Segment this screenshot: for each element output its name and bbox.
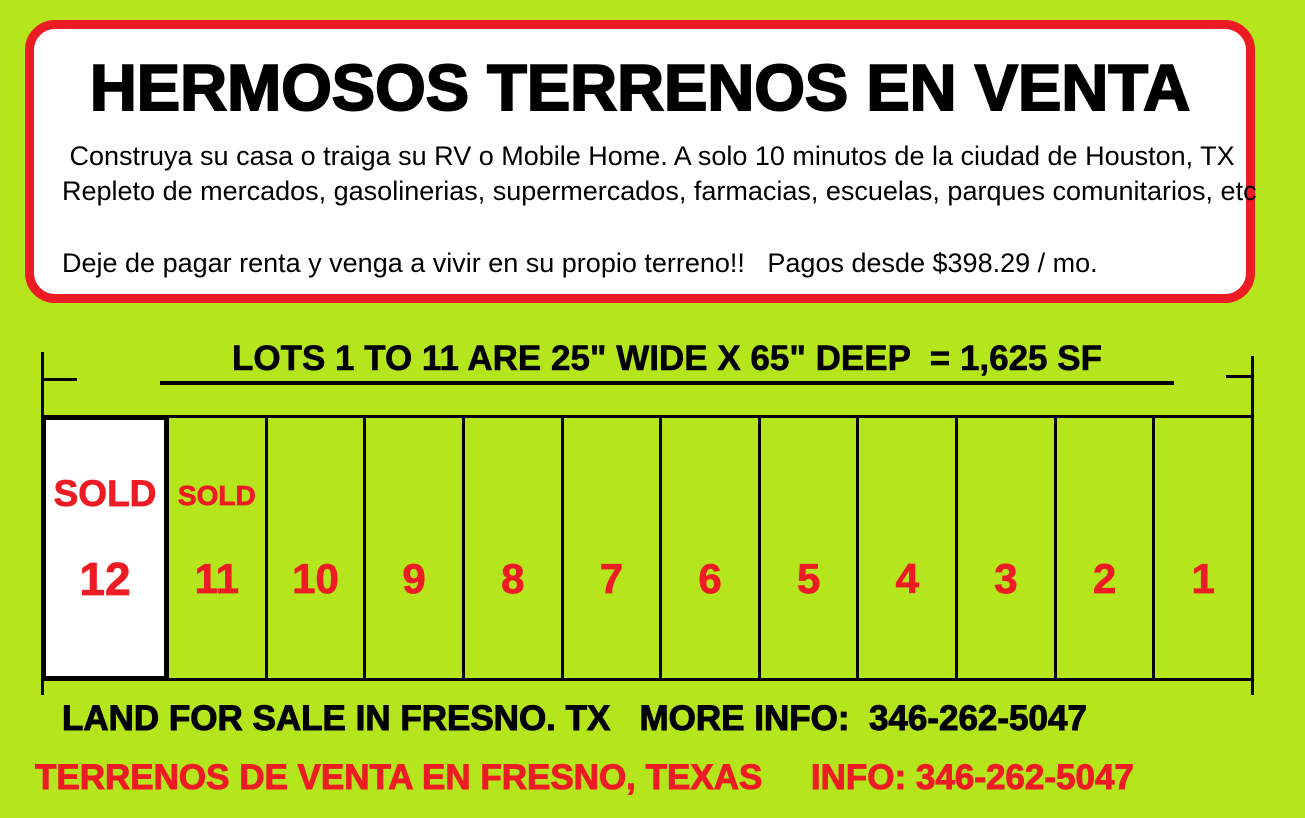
- lot-number: 3: [994, 555, 1018, 602]
- dimension-tick-left-vertical: [41, 352, 44, 415]
- footer-english-line: LAND FOR SALE IN FRESNO. TX MORE INFO: 346-262-5047: [62, 699, 1087, 738]
- lot-row: [41, 415, 1254, 681]
- ad-line-3: Deje de pagar renta y venga a vivir en su propio terreno!! Pagos desde $398.29 / mo.: [62, 248, 1098, 278]
- footer-spanish-line: TERRENOS DE VENTA EN FRESNO, TEXAS INFO: 346-262-5047: [35, 758, 1134, 797]
- lot-4: [856, 415, 958, 681]
- lot-6: [659, 415, 761, 681]
- dimension-tick-right-horizontal: [1226, 375, 1254, 378]
- lot-11: [166, 415, 268, 681]
- lot-2: [1054, 415, 1156, 681]
- lot-number: 4: [895, 555, 919, 602]
- dimension-tick-left-horizontal: [41, 378, 77, 381]
- ad-line-2: Repleto de mercados, gasolinerias, supermercados, farmacias, escuelas, parques comunitarios, etc: [62, 176, 1257, 206]
- lot-10: [265, 415, 367, 681]
- lot-number: 10: [292, 555, 339, 602]
- lot-8: [462, 415, 564, 681]
- lot-number: 7: [599, 555, 624, 602]
- lot-5: [758, 415, 860, 681]
- lot-12: [41, 415, 169, 681]
- lot-number: 5: [796, 555, 821, 602]
- ad-title: HERMOSOS TERRENOS EN VENTA: [89, 51, 1191, 124]
- lot-sold-label: SOLD: [53, 473, 157, 514]
- dimension-tick-right-vertical: [1251, 356, 1254, 415]
- lot-1: [1152, 415, 1254, 681]
- lot-number: 9: [402, 555, 426, 602]
- lot-sold-label: SOLD: [177, 480, 256, 511]
- lot-number: 8: [501, 555, 525, 602]
- lot-9: [363, 415, 465, 681]
- ad-banner: [25, 20, 1255, 303]
- ad-line-1: Construya su casa o traiga su RV o Mobile Home. A solo 10 minutos de la ciudad de Houston, TX: [62, 141, 1235, 171]
- lot-dimensions-heading: LOTS 1 TO 11 ARE 25" WIDE X 65" DEEP = 1,625 SF: [160, 341, 1174, 385]
- dimension-tick-right-bottom: [1251, 681, 1254, 695]
- lot-number: 12: [79, 553, 131, 605]
- lot-number: 11: [194, 555, 240, 602]
- dimension-tick-left-bottom: [41, 681, 44, 695]
- lot-7: [561, 415, 663, 681]
- lot-3: [955, 415, 1057, 681]
- lot-number: 6: [698, 555, 722, 602]
- lot-number: 1: [1191, 555, 1215, 602]
- lot-number: 2: [1092, 555, 1117, 602]
